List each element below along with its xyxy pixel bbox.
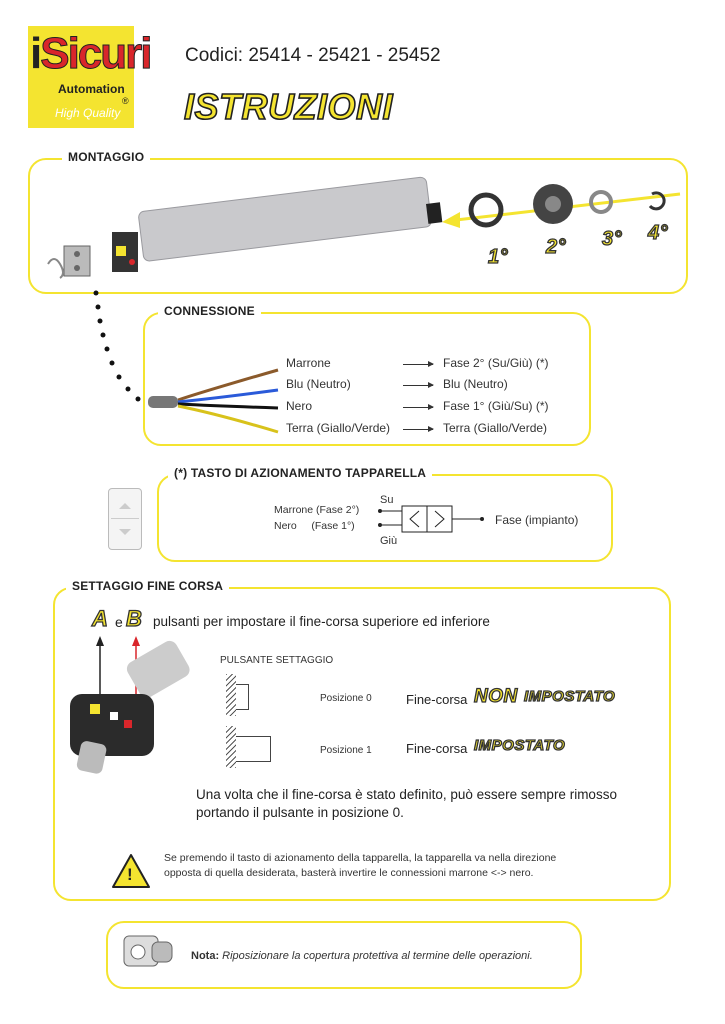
tasto-nero: Nero (Fase 1°) <box>274 520 355 532</box>
arrow-icon <box>403 364 433 365</box>
arrow-up-icon <box>119 503 131 509</box>
settaggio-note-1: Una volta che il fine-corsa è stato definito, può essere sempre rimosso <box>196 787 617 802</box>
crown-part-2 <box>533 184 573 224</box>
switch-image <box>108 488 142 550</box>
settaggio-note-2: portando il pulsante in posizione 0. <box>196 805 404 820</box>
arrow-icon <box>403 407 433 408</box>
tasto-marrone: Marrone (Fase 2°) <box>274 504 360 516</box>
fc-non: NON <box>474 686 518 707</box>
label-b: B <box>126 606 143 631</box>
nota-text: Nota: Riposizionare la copertura protettiva al termine delle operazioni. <box>191 950 533 962</box>
motor-illustration <box>40 176 690 296</box>
step-4: 4° <box>648 222 669 244</box>
tasto-su: Su <box>380 494 394 506</box>
warning-symbol: ! <box>127 865 133 884</box>
mounting-bracket <box>48 246 90 278</box>
settaggio-title: SETTAGGIO FINE CORSA <box>66 579 229 593</box>
step-3: 3° <box>602 228 623 250</box>
fc-non-label: Fine-corsa <box>406 692 468 707</box>
logo <box>28 26 151 128</box>
target-blu: Blu (Neutro) <box>443 377 508 391</box>
wire-blu: Blu (Neutro) <box>286 377 351 391</box>
cable-illustration <box>148 360 288 440</box>
logo-brand: iSicuri <box>30 29 151 78</box>
button-position-0 <box>226 674 236 716</box>
ring-part-1 <box>471 195 501 225</box>
pos1-label: Posizione 1 <box>320 745 372 756</box>
pulsante-label: PULSANTE SETTAGGIO <box>220 655 334 666</box>
tasto-giu: Giù <box>380 535 398 547</box>
pos0-label: Posizione 0 <box>320 693 372 704</box>
tasto-fase: Fase (impianto) <box>495 513 579 527</box>
target-terra: Terra (Giallo/Verde) <box>443 421 548 435</box>
fc-label: Fine-corsa <box>406 741 468 756</box>
arrow-icon <box>403 429 433 430</box>
motor-head-illustration <box>60 636 190 776</box>
wire-nero: Nero <box>286 399 313 413</box>
logo-reg: ® <box>122 96 129 106</box>
arrow-down-icon <box>119 529 131 535</box>
settaggio-intro: pulsanti per impostare il fine-corsa superiore ed inferiore <box>153 614 490 629</box>
step-1: 1° <box>488 246 509 268</box>
switch-schematic <box>372 502 492 538</box>
step-2: 2° <box>546 236 567 258</box>
label-e: e <box>115 614 123 630</box>
logo-sub: Automation <box>58 82 125 96</box>
cover-illustration <box>118 926 178 974</box>
warning-text-2: opposta di quella desiderata, basterà invertire le connessioni marrone <-> nero. <box>164 867 534 879</box>
button-position-1 <box>226 726 236 768</box>
connessione-title: CONNESSIONE <box>158 304 261 318</box>
warning-text-1: Se premendo il tasto di azionamento della tapparella, la tapparella va nella direzione <box>164 852 557 864</box>
wire-terra: Terra (Giallo/Verde) <box>286 421 391 435</box>
tasto-title: (*) TASTO DI AZIONAMENTO TAPPARELLA <box>168 466 432 480</box>
logo-tagline: High Quality <box>55 106 121 120</box>
label-a: A <box>92 606 109 631</box>
arrow-icon <box>403 385 433 386</box>
target-fase1: Fase 1° (Giù/Su) (*) <box>443 399 549 413</box>
montaggio-title: MONTAGGIO <box>62 150 150 164</box>
product-codes: Codici: 25414 - 25421 - 25452 <box>185 45 441 66</box>
target-fase2: Fase 2° (Su/Giù) (*) <box>443 356 549 370</box>
fc-impostato-2: IMPOSTATO <box>474 737 566 754</box>
page-title: ISTRUZIONI <box>184 86 393 127</box>
fc-impostato-1: IMPOSTATO <box>524 688 616 705</box>
wire-marrone: Marrone <box>286 356 331 370</box>
